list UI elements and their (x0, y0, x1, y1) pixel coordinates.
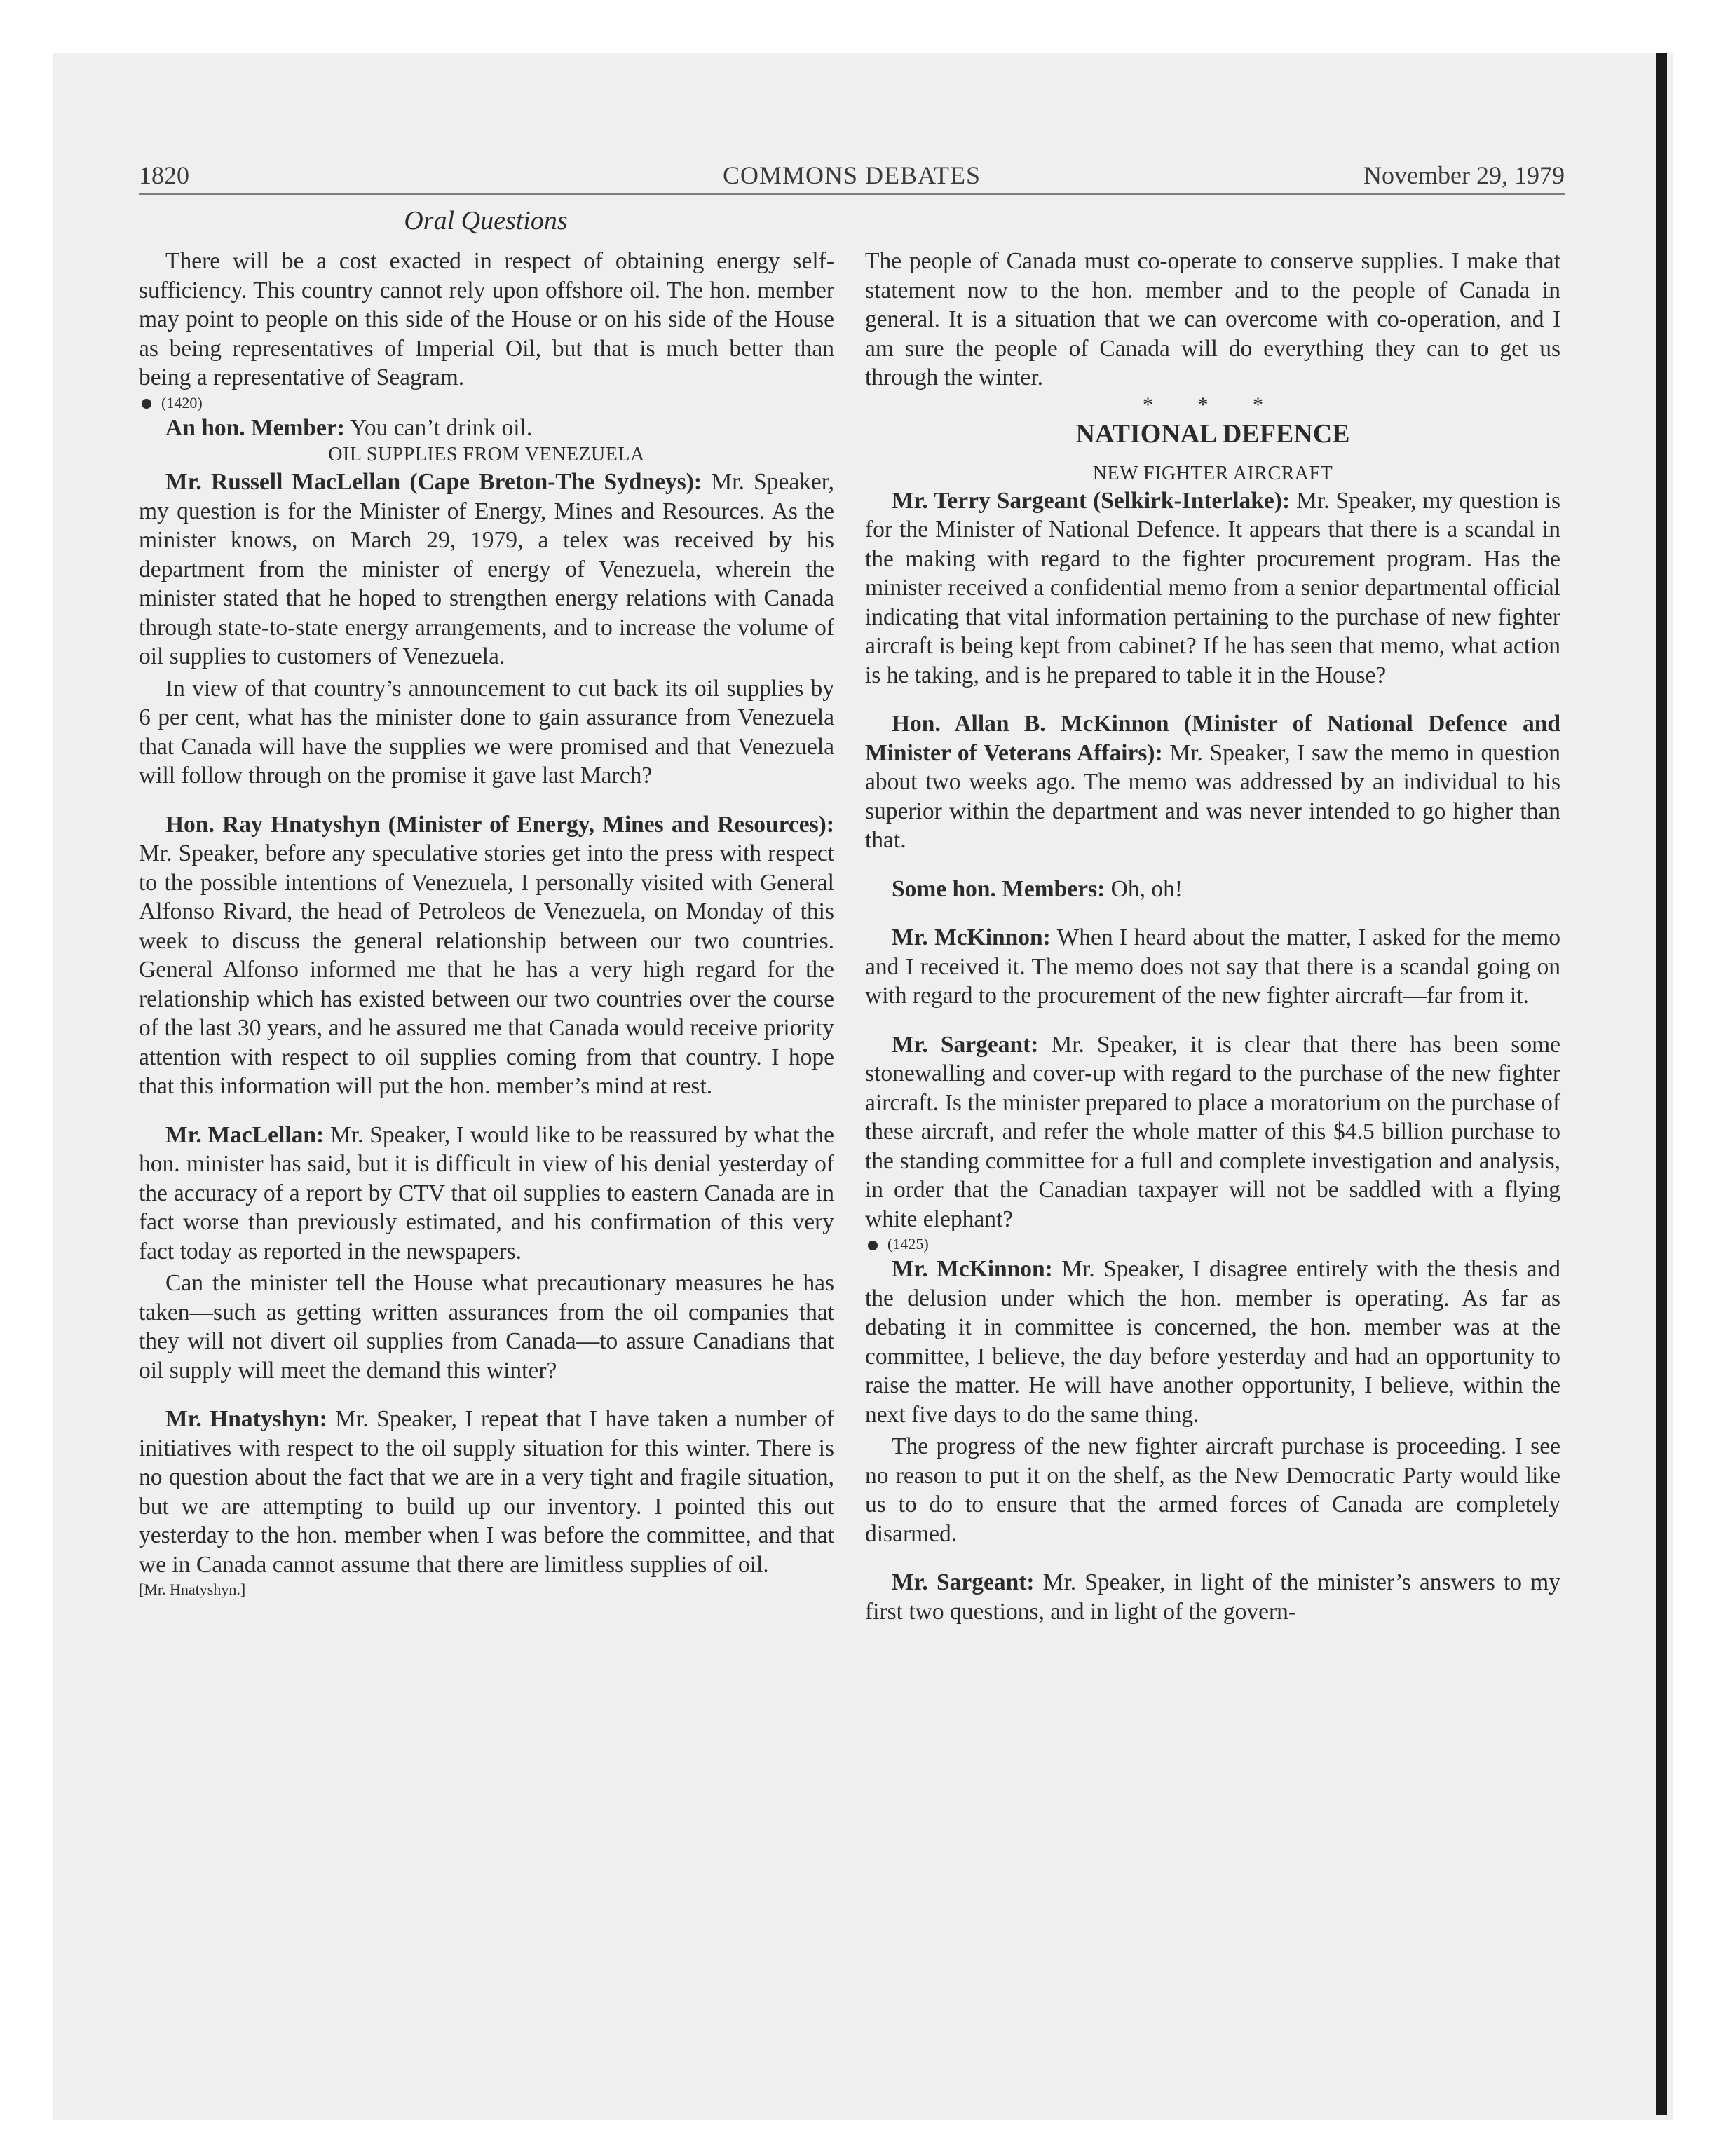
paragraph (865, 486, 1560, 690)
paragraph: The people of Canada must co-operate to conserve supplies. I make that statement now to the hon. member and to the people of Canada in general. It is a situation that we can overcome with co-operation, and I am sure the people of Canada will do everything they can to get us through the winter. (865, 248, 1560, 390)
bullet-icon (868, 1241, 878, 1250)
speaker-name: Mr. MacLellan: (165, 1121, 325, 1148)
header-rule (139, 193, 1565, 195)
speech-text: Mr. Speaker, my question is for the Minister of Energy, Mines and Resources. As the minister knows, on March 29, 1979, a telex was received by his department from the minister of energy of Venezuela, wherein the minister stated that he hoped to strengthen energy relations with Canada through state-to-state energy arrangements, and to increase the volume of oil supplies to customers of Venezuela. (139, 469, 834, 669)
right-column (865, 247, 1560, 1626)
paragraph: The progress of the new fighter aircraft purchase is proceeding. I see no reason to put it on the shelf, as the New Democratic Party would like us to do to ensure that the armed forces of Canada are completely disarmed. (865, 1433, 1560, 1547)
paragraph: In view of that country’s announcement to cut back its oil supplies by 6 per cent, what has the minister done to gain assurance from Venezuela that Canada will have the supplies we were promised and that Venezuela will follow through on the promise it gave last March? (139, 675, 834, 789)
running-header (139, 160, 1565, 195)
paragraph: Can the minister tell the House what precautionary measures he has taken—such as getting written assurances from the oil companies that they will not divert oil supplies from Canada—to assure Canadians that oil supply will meet the demand this winter? (139, 1270, 834, 1384)
speaker-name: Mr. Russell MacLellan (Cape Breton-The Sydneys): (165, 469, 702, 495)
paragraph (139, 810, 834, 1101)
speaker-name: Mr. Terry Sargeant (Selkirk-Interlake): (892, 487, 1291, 514)
speech-text: You can’t drink oil. (344, 414, 533, 441)
speech-text: Mr. Speaker, it is clear that there has been some stonewalling and cover-up with regard to the purchase of the new fighter aircraft. Is the minister prepared to place a moratorium on the purchase of these aircraft, and refer the whole matter of this $4.5 billion purchase to the standing committee for a full and complete investigation and analysis, in order that the Canadian taxpayer will not be saddled with a flying white elephant? (865, 1031, 1560, 1232)
paragraph (139, 468, 834, 671)
header-date: November 29, 1979 (1363, 161, 1565, 189)
page-number: 1820 (139, 161, 189, 189)
speech-text: Mr. Speaker, I saw the memo in question about two weeks ago. The memo was addressed by an individual to his superior within the department and was never intended to go higher than that. (865, 739, 1560, 853)
time-marker-label: (1425) (887, 1235, 929, 1253)
speaker-name: Hon. Allan B. McKinnon (Minister of National Defence and Minister of Veterans Affairs): (865, 711, 1560, 766)
paragraph (139, 1121, 834, 1267)
speaker-name: Mr. McKinnon: (892, 1256, 1053, 1282)
speaker-name: An hon. Member: (165, 414, 345, 441)
paragraph (139, 1405, 834, 1579)
paragraph (139, 414, 834, 443)
paragraph (865, 1568, 1560, 1626)
paragraph (865, 1255, 1560, 1429)
bullet-icon (142, 399, 151, 409)
section-break: * * * (1143, 393, 1283, 416)
section-heading: NEW FIGHTER AIRCRAFT (1092, 462, 1333, 484)
speaker-name: Mr. Sargeant: (892, 1569, 1035, 1595)
speech-text: When I heard about the matter, I asked for the memo and I received it. The memo does not say that there is a scandal going on with regard to the procurement of the new fighter aircraft—far from it. (865, 925, 1560, 1009)
paragraph (865, 1030, 1560, 1234)
left-column (139, 247, 834, 1600)
section-heading: OIL SUPPLIES FROM VENEZUELA (328, 444, 645, 465)
time-marker-label: (1420) (161, 393, 203, 411)
speech-text: Mr. Speaker, my question is for the Minister of National Defence. It appears that there is a scandal in the making with regard to the fighter procurement program. Has the minister received a confidential memo from a senior departmental official indicating that vital information pertaining to the purchase of new fighter aircraft is being kept from cabinet? If he has seen that memo, what action is he taking, and is he prepared to table it in the House? (865, 487, 1561, 688)
paragraph (865, 709, 1560, 855)
speaker-attribution: [Mr. Hnatyshyn.] (139, 1581, 246, 1598)
section-heading-main: NATIONAL DEFENCE (1075, 418, 1350, 449)
speech-text: Mr. Speaker, in light of the minister’s answers to my first two questions, and in light of the govern- (865, 1569, 1560, 1625)
speech-text: Mr. Speaker, before any speculative stories get into the press with respect to the possible intentions of Venezuela, I personally visited with General Alfonso Rivard, the head of Petroleos de Venezuela, on Monday of this week to discuss the general relationship between our two countries. General Alfonso informed me that he has a very high regard for the relationship which has existed between our two countries over the course of the last 30 years, and he assured me that Canada would receive priority attention with respect to oil supplies coming from that country. I hope that this information will put the hon. member’s mind at rest. (139, 840, 834, 1099)
paragraph: There will be a cost exacted in respect of obtaining energy self-sufficiency. This country cannot rely upon offshore oil. The hon. member may point to people on this side of the House or on his side of the House as being representatives of Imperial Oil, but that is much better than being a representative of Seagram. (139, 248, 834, 390)
speaker-name: Mr. McKinnon: (892, 925, 1051, 950)
scan-edge-bar (1656, 53, 1667, 2115)
speaker-name: Mr. Sargeant: (892, 1031, 1039, 1058)
speaker-name: Some hon. Members: (892, 875, 1105, 902)
speaker-name: Mr. Hnatyshyn: (165, 1406, 327, 1432)
speaker-name: Hon. Ray Hnatyshyn (Minister of Energy, Mines and Resources): (165, 811, 834, 838)
section-subheader: Oral Questions (404, 206, 568, 236)
speech-text: Mr. Speaker, I repeat that I have taken a number of initiatives with respect to the oil supply situation for this winter. There is no question about the fact that we are in a very tight and fragile situation, but we are attempting to build up our inventory. I pointed this out yesterday to the hon. member when I was before the committee, and that we in Canada cannot assume that there are limitless supplies of oil. (139, 1406, 835, 1578)
speech-text: Mr. Speaker, I would like to be reassured by what the hon. minister has said, but it is difficult in view of his denial yesterday of the accuracy of a report by CTV that oil supplies to eastern Canada are in fact worse than previously estimated, and his confirmation of this very fact today as reported in the newspapers. (139, 1121, 835, 1264)
time-marker (139, 393, 834, 414)
time-marker (865, 1234, 1560, 1255)
journal-title: COMMONS DEBATES (722, 161, 981, 189)
speech-text: Oh, oh! (1105, 875, 1183, 902)
paragraph (865, 923, 1560, 1011)
speech-text: Mr. Speaker, I disagree entirely with the thesis and the delusion under which the hon. member is operating. As far as debating it in committee is concerned, the hon. member was at the committee, I believe, the day before yesterday and had an opportunity to raise the matter. He will have another opportunity, I believe, within the next five days to do the same thing. (865, 1256, 1560, 1428)
paragraph (865, 875, 1560, 904)
